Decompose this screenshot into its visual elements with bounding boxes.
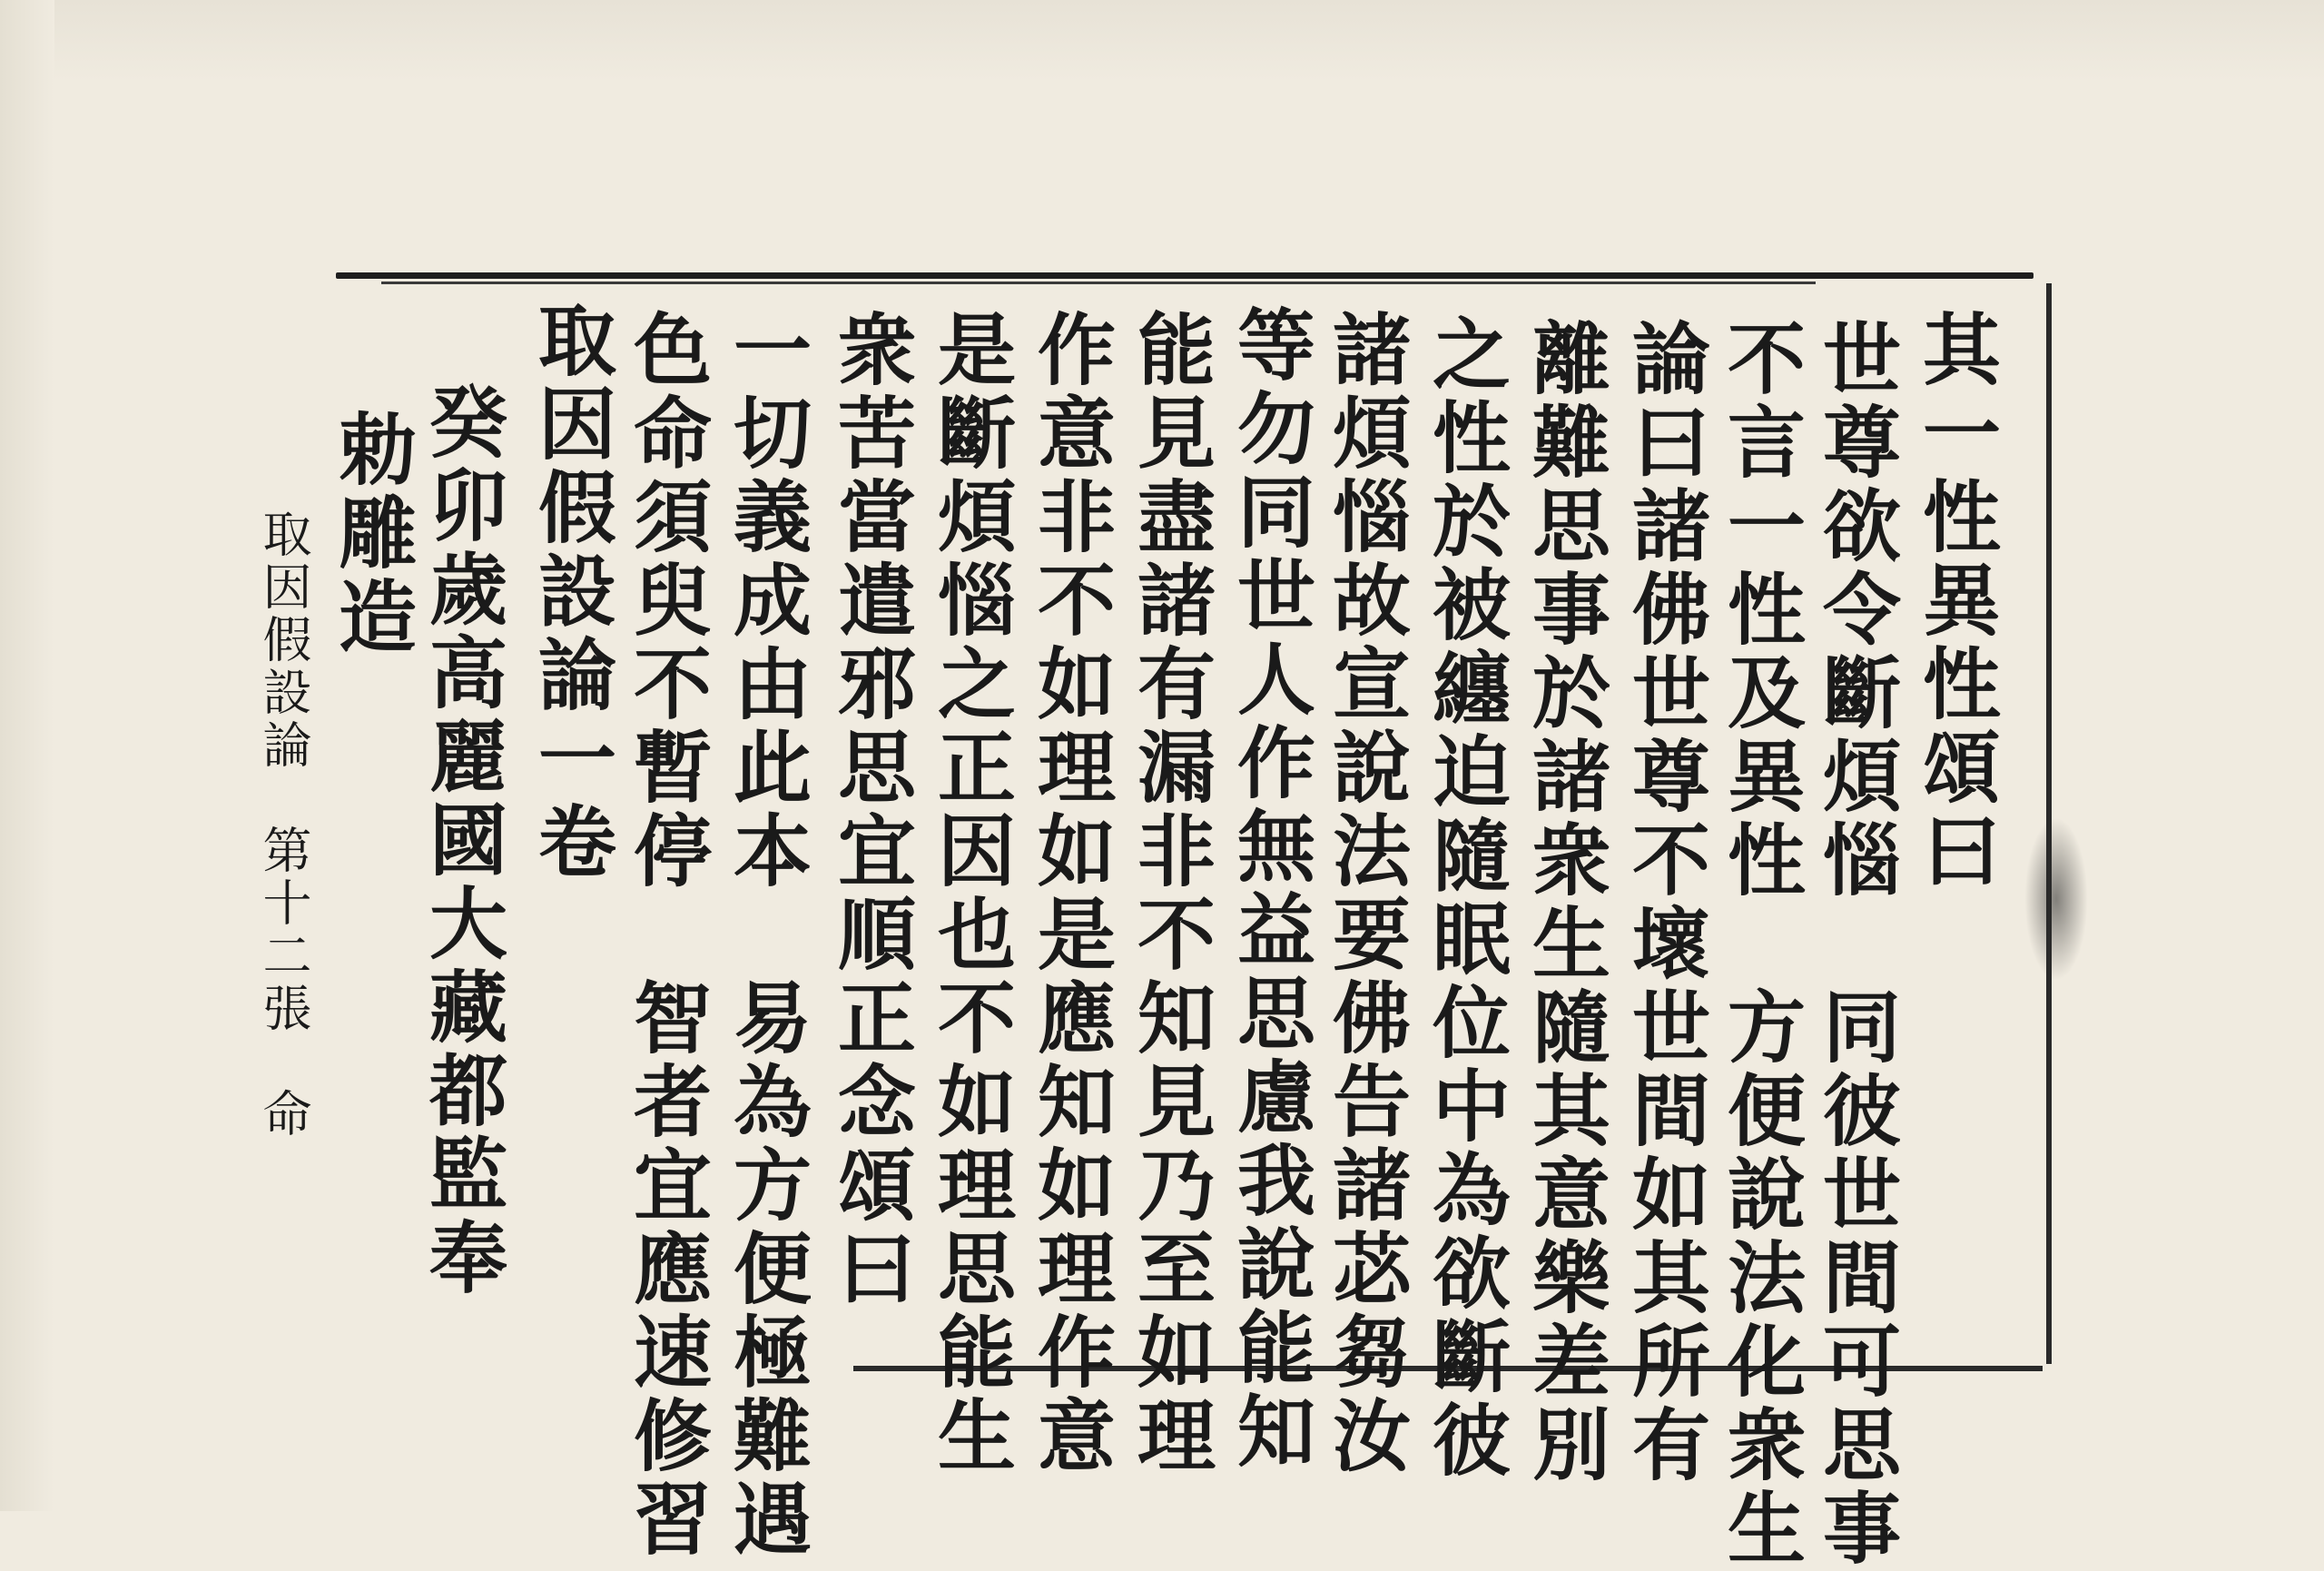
text-column-14: 色命須臾不暫停 智者宜應速修習 — [620, 309, 712, 1562]
top-border-rule — [336, 272, 2034, 279]
text-column-1: 其一性異性頌曰 — [1909, 309, 2001, 894]
text-column-colophon-1: 癸卯歲高麗國大藏都監奉 — [416, 381, 507, 1300]
text-column-11: 是斷煩惱之正因也不如理思能生 — [924, 309, 1016, 1478]
text-column-6: 之性於被纏迫隨眠位中為欲斷彼 — [1419, 313, 1511, 1483]
page-edge-left — [0, 0, 54, 1511]
top-inner-rule — [381, 282, 1816, 284]
text-column-13: 一切義成由此本 易為方便極難遇 — [720, 309, 812, 1562]
page-edge-top — [0, 0, 2324, 82]
text-column-colophon-2: 勅雕造 — [325, 409, 417, 659]
margin-note: 取因假設論 第十二張 命 — [255, 509, 312, 1141]
text-column-9: 能見盡諸有漏非不知見乃至如理 — [1124, 309, 1216, 1478]
text-column-8: 等勿同世人作無益思慮我說能知 — [1224, 304, 1315, 1474]
text-column-10: 作意非不如理如是應知如理作意 — [1024, 309, 1116, 1478]
text-column-7: 諸煩惱故宣說法要佛告諸苾芻汝 — [1319, 309, 1411, 1478]
text-column-2: 世尊欲令斷煩惱 同彼世間可思事 — [1809, 318, 1901, 1571]
text-column-4: 論曰諸佛世尊不壞世間如其所有 — [1619, 318, 1710, 1487]
ink-smudge — [2024, 817, 2088, 981]
text-column-title: 取因假設論一卷 — [525, 300, 616, 884]
text-column-12: 衆苦當遣邪思宜順正念頌曰 — [824, 309, 916, 1311]
text-column-3: 不言一性及異性 方便說法化衆生 — [1714, 318, 1806, 1571]
text-column-5: 離難思事於諸衆生隨其意樂差別 — [1519, 318, 1610, 1487]
